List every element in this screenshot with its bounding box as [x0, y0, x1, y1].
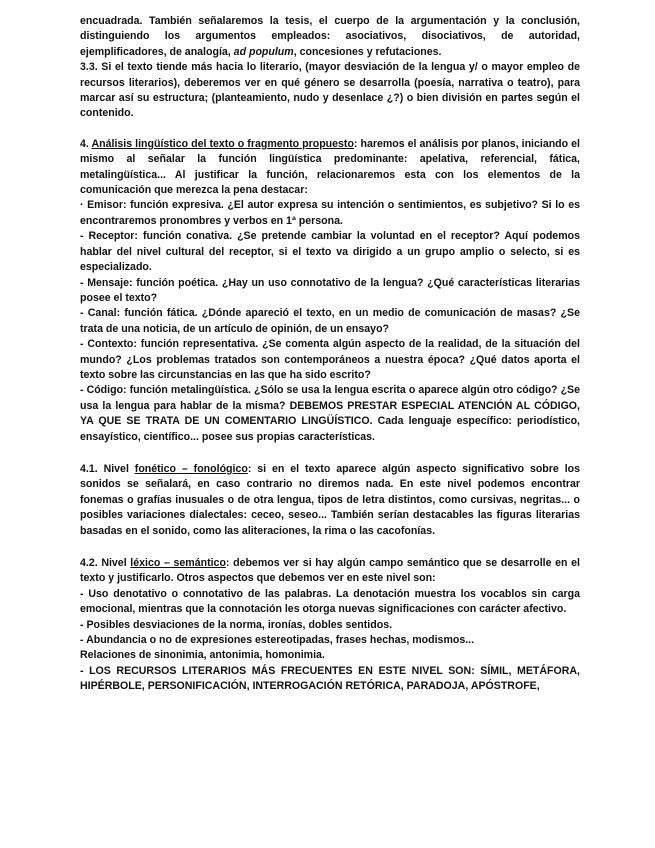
list-item-mensaje: - Mensaje: función poética. ¿Hay un uso connotativo de la lengua? ¿Qué características literarias posee el texto?: [80, 276, 580, 304]
intro-paragraph-argumentation: [80, 14, 580, 60]
paragraph-3-3: 3.3. Si el texto tiende más hacia lo literario, (mayor desviación de la lengua y/ o mayor empleo de recursos literarios), deberemos ver en qué género se desarrolla (poesía, narrativa o teatro), para marcar así su estructura; (planteamiento, nudo y desenlace ¿?) o bien división en partes según el contenido.: [80, 61, 580, 120]
section-4-number: 4.: [80, 137, 92, 150]
section-4-2-title: léxico – semántico: [130, 557, 226, 569]
intro-text-tail: , concesiones y refutaciones.: [293, 45, 442, 58]
list-item-codigo: - Código: función metalingüística. ¿Sólo se usa la lengua escrita o aparece algún otro código? ¿Se usa la lengua para hablar de la misma? DEBEMOS PRESTAR ESPECIAL ATENCIÓN AL CÓDIGO, YA QUE SE TRATA DE UN COMENTARIO LINGÜÍSTICO. Cada lenguaje específico: periodístico, ensayístico, científico... posee sus propias características.: [80, 384, 580, 443]
section-4-2-number: 4.2. Nivel: [80, 557, 131, 569]
list-item-canal: - Canal: función fática. ¿Dónde apareció el texto, en un medio de comunicación de masas? ¿Se trata de una noticia, de un artículo de opinión, de un ensayo?: [80, 307, 580, 335]
list-item-receptor: - Receptor: función conativa. ¿Se pretende cambiar la voluntad en el receptor? Aquí podemos hablar del nivel cultural del receptor, si el texto va dirigido a un grupo amplio o selecto, si es especializado.: [80, 230, 580, 274]
section-4-1: [80, 462, 580, 539]
section-4-intro: [80, 137, 580, 199]
document-page: [80, 14, 580, 695]
section-4-1-number: 4.1. Nivel: [80, 462, 135, 475]
list-item-recursos-literarios: - LOS RECURSOS LITERARIOS MÁS FRECUENTES EN ESTE NIVEL SON: SÍMIL, METÁFORA, HIPÉRBOLE, PERSONIFICACIÓN, INTERROGACIÓN RETÓRICA, PARADOJA, APÓSTROFE,: [80, 664, 580, 693]
section-4-2: [80, 556, 580, 587]
section-4-1-body: : si en el texto aparece algún aspecto significativo sobre los sonidos se señalará, en caso contrario no diremos nada. En este nivel podemos encontrar fonemas o grafías inusuales o de otra lengua, tipos de letra distintos, como cursivas, negritas... o posibles variaciones dialectales: ceceo, seseo... También serían destacables las figuras literarias basadas en el sonido, como las aliteraciones, la rima o las cacofonías.: [80, 462, 580, 537]
list-item-desviaciones: - Posibles desviaciones de la norma, ironías, dobles sentidos.: [80, 618, 393, 631]
list-item-expresiones: - Abundancia o no de expresiones estereotipadas, frases hechas, modismos...: [80, 634, 475, 647]
ad-populum-italic: ad populum: [233, 45, 294, 58]
section-4-1-title: fonético – fonológico: [134, 462, 248, 475]
section-4-2-body: : debemos ver si hay algún campo semántico que se desarrolle en el texto y justificarlo. Otros aspectos que debemos ver en este nivel son:: [80, 557, 580, 585]
list-item-contexto: - Contexto: función representativa. ¿Se comenta algún aspecto de la realidad, de la situación del mundo? ¿Los problemas tratados son contemporáneos a nuestra época? ¿Qué datos aporta el texto sobre las circunstancias en las que ha sido escrito?: [80, 338, 580, 381]
section-4-title: Análisis lingüístico del texto o fragmento propuesto: [91, 137, 354, 150]
section-4-body: : haremos el análisis por planos, iniciando el mismo al señalar la función lingüística predominante: apelativa, referencial, fática, metalingüística... Al justificar la función, relacionaremos esta con los elementos de la comunicación que merezca la pena destacar:: [80, 137, 580, 197]
list-item-emisor: · Emisor: función expresiva. ¿El autor expresa su intención o sentimientos, es subjetivo? Si lo es encontraremos pronombres y verbos en 1ª persona.: [80, 199, 580, 227]
list-item-denotativo: - Uso denotativo o connotativo de las palabras. La denotación muestra los vocablos sin carga emocional, mientras que la connotación les otorga nuevas significaciones con carácter afectivo.: [80, 587, 580, 616]
list-item-relaciones: Relaciones de sinonimia, antonimia, homonimia.: [80, 649, 325, 662]
intro-text: encuadrada. También señalaremos la tesis, el cuerpo de la argumentación y la conclusión, distinguiendo los argumentos empleados: asociativos, disociativos, de autoridad, ejemplificadores, de analogía,: [80, 15, 580, 58]
